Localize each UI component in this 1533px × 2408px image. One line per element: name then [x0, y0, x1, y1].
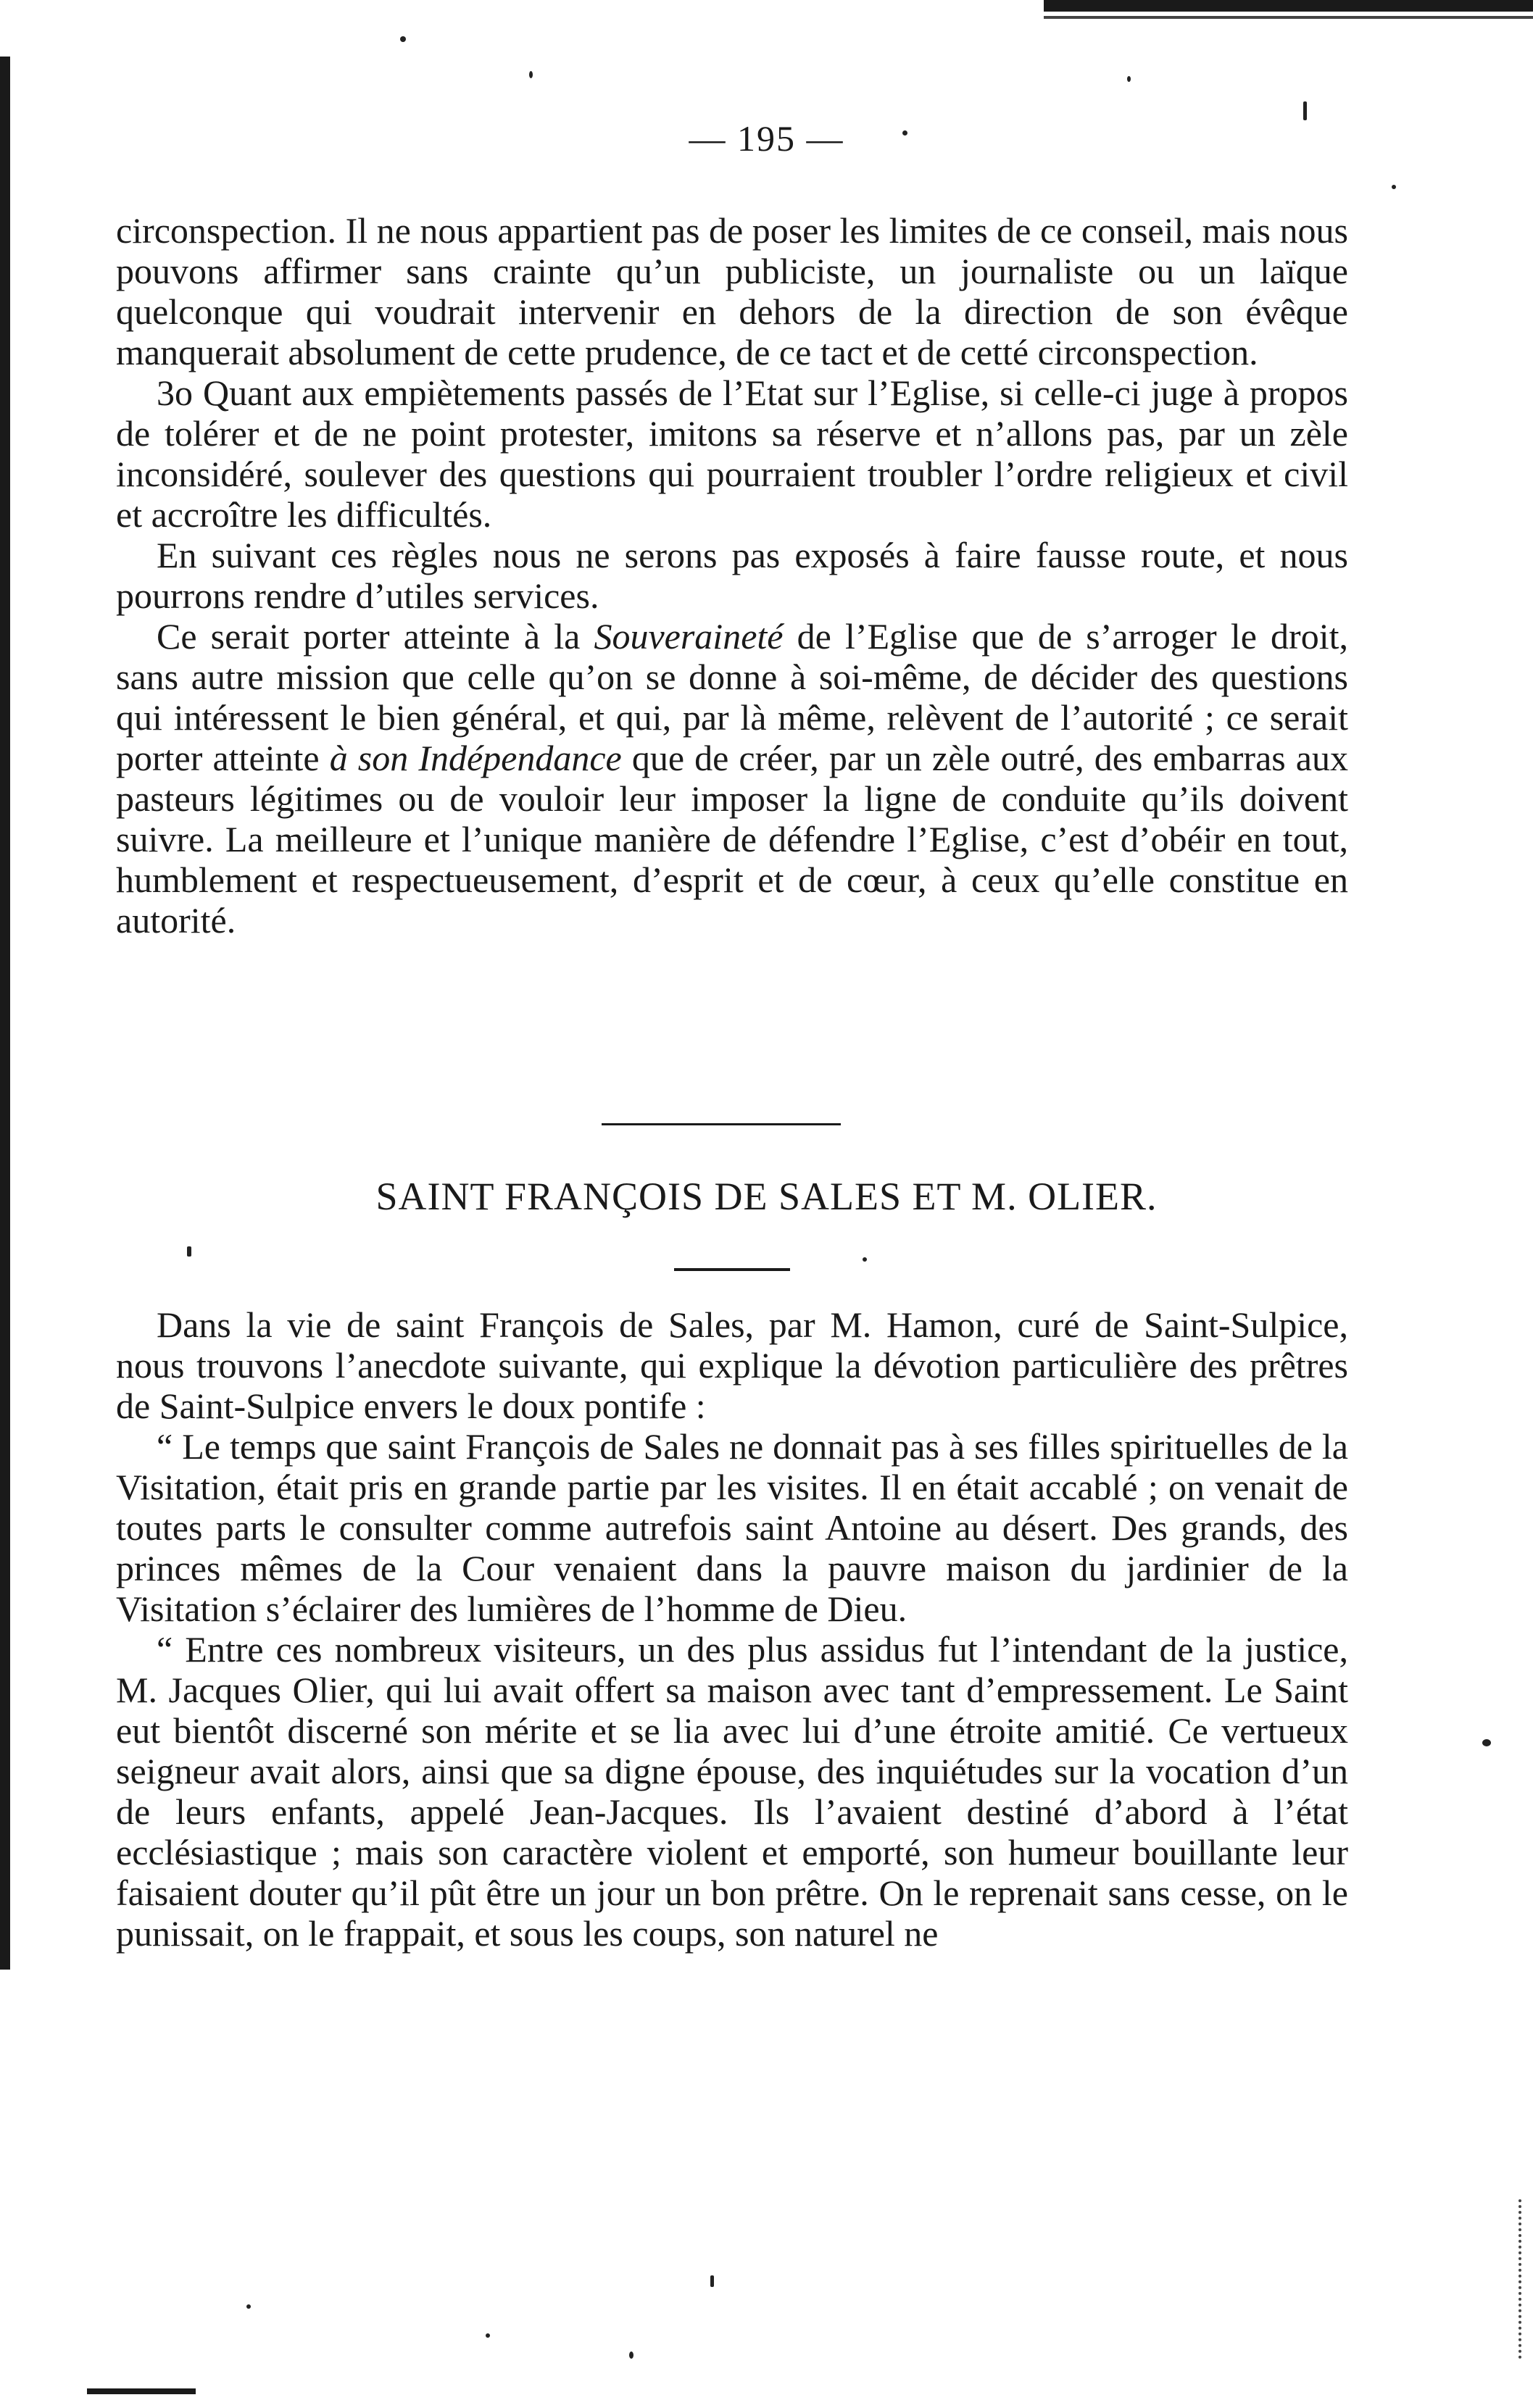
- paragraph: “ Entre ces nombreux visiteurs, un des plus assidus fut l’intendant de la justice, M. Jacques Olier, qui lui avait offert sa maison avec tant d’empressement. Le Saint eut bientôt discerné son mérite et se lia avec lui d’une étroite amitié. Ce vertueux seigneur avait alors, ainsi que sa digne épouse, des inquiétudes sur la vocation d’un de leurs enfants, appelé Jean-Jacques. Ils l’avaient destiné d’abord à l’état ecclésiastique ; mais son caractère violent et emporté, son humeur bouillante leur faisaient douter qu’il pût être un jour un bon prêtre. On le reprenait sans cesse, on le punissait, on le frappait, et sous les coups, son naturel ne: [116, 1629, 1348, 1954]
- page-number: — 195 —: [689, 118, 844, 159]
- italic-text: Souveraineté: [594, 616, 784, 657]
- scan-edge-line-top: [1044, 16, 1533, 19]
- scan-edge-shadow-left: [0, 57, 10, 1970]
- scan-dotted-edge: [1514, 2199, 1521, 2359]
- scan-speck: [1482, 1739, 1491, 1746]
- scan-edge-shadow-top: [1044, 0, 1533, 12]
- paragraph: Dans la vie de saint François de Sales, par M. Hamon, curé de Saint-Sulpice, nous trouvons l’anecdote suivante, qui explique la dévotion particulière des prêtres de Saint-Sulpice envers le doux pontife :: [116, 1304, 1348, 1426]
- scan-mark-bottom: [87, 2388, 196, 2394]
- section-title: SAINT FRANÇOIS DE SALES ET M. OLIER.: [375, 1175, 1158, 1218]
- title-underline: [674, 1268, 790, 1271]
- paragraph: “ Le temps que saint François de Sales ne donnait pas à ses filles spirituelles de la Visitation, était pris en grande partie par les visites. Il en était accablé ; on venait de toutes parts le consulter comme autrefois saint Antoine au désert. Des grands, des princes mêmes de la Cour venaient dans la pauvre maison du jardinier de la Visitation s’éclairer des lumières de l’homme de Dieu.: [116, 1426, 1348, 1629]
- section-body-text: [116, 1304, 1348, 1954]
- paragraph: En suivant ces règles nous ne serons pas exposés à faire fausse route, et nous pourrons rendre d’utiles services.: [116, 535, 1348, 616]
- scan-speck: [1127, 76, 1131, 82]
- scan-speck: [629, 2351, 633, 2359]
- scan-speck: [529, 71, 533, 78]
- text-run: Ce serait porter atteinte à la: [157, 616, 594, 657]
- scan-speck: [486, 2333, 490, 2338]
- scan-speck: [863, 1257, 867, 1262]
- paragraph: [116, 616, 1348, 941]
- paragraph: circonspection. Il ne nous appartient pas de poser les limites de ce conseil, mais nous pouvons affirmer sans crainte qu’un publiciste, un journaliste ou un laïque quelconque qui voudrait intervenir en dehors de la direction de son évêque manquerait absolument de cette prudence, de ce tact et de cetté circonspection.: [116, 210, 1348, 372]
- text-run: que de créer, par un zèle outré, des embarras aux pasteurs légitimes ou de vouloir leur imposer la ligne de conduite qu’ils doivent suivre. La meilleure et l’unique manière de défendre l’Eglise, c’est d’obéir en tout, humblement et respectueusement, d’esprit et de cœur, à ceux qu’elle constitue en autorité.: [116, 738, 1348, 941]
- paragraph: 3o Quant aux empiètements passés de l’Etat sur l’Eglise, si celle-ci juge à propos de tolérer et de ne point protester, imitons sa réserve et n’allons pas, par un zèle inconsidéré, soulever des questions qui pourraient troubler l’ordre religieux et civil et accroître les difficultés.: [116, 372, 1348, 535]
- section-separator: [602, 1123, 841, 1125]
- scan-speck: [246, 2304, 251, 2309]
- italic-text: à son Indépendance: [329, 738, 622, 778]
- scan-speck: [710, 2275, 714, 2287]
- text-run: de l’Eglise que de s’arroger le droit, sans autre mission que celle qu’on se donne à soi-même, de décider des questions qui intéressent le bien général, et qui, par là même, relèvent de l’autorité ; ce serait porter atteinte: [116, 616, 1348, 778]
- scan-speck: [187, 1246, 191, 1257]
- body-text: [116, 210, 1348, 941]
- scan-speck: [400, 36, 406, 42]
- scan-speck: [1392, 185, 1396, 189]
